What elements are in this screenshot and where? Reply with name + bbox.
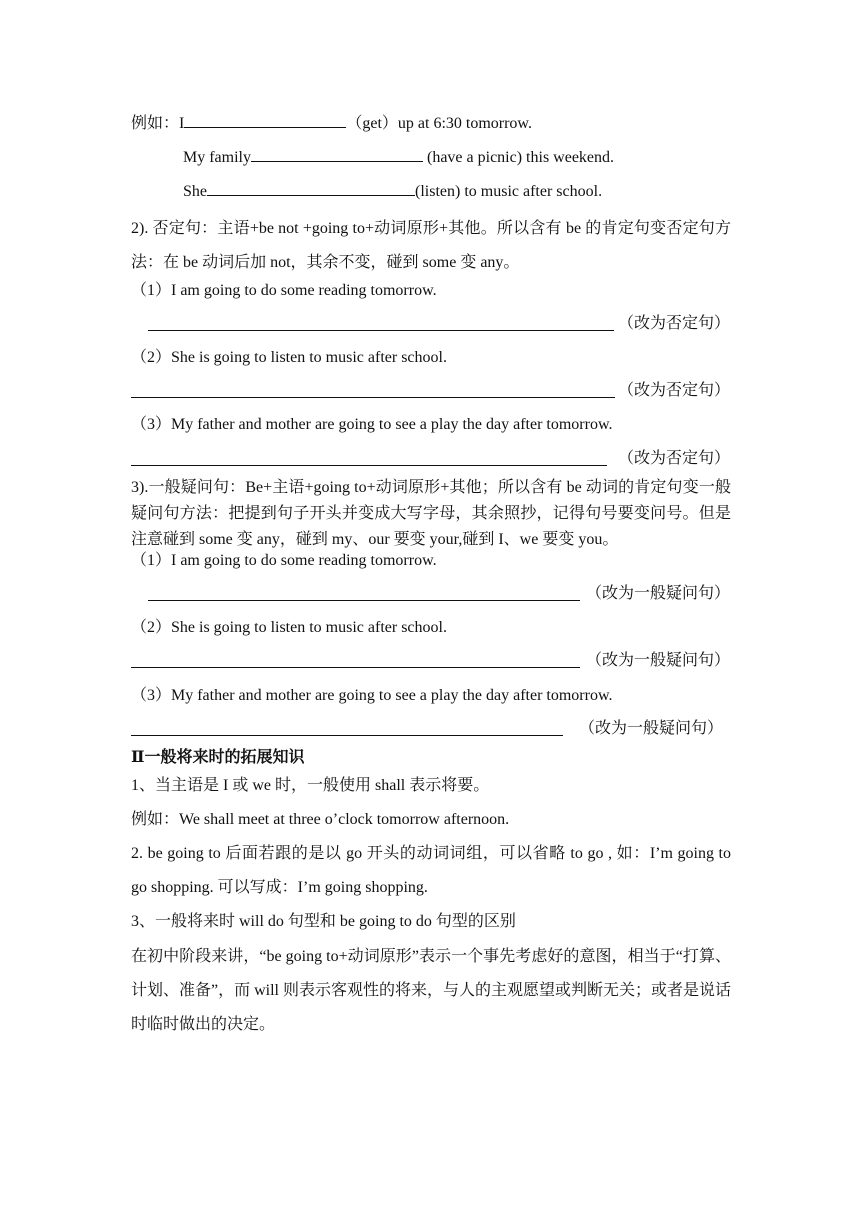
question-q3: （3）My father and mother are going to see a play the day after tomorrow.	[131, 687, 613, 704]
extension-point-1: 1、当主语是 I 或 we 时，一般使用 shall 表示将要。	[131, 777, 490, 794]
example-1-rest: （get）up at 6:30 tomorrow.	[346, 115, 532, 132]
negative-q2: （2）She is going to listen to music after school.	[131, 349, 447, 366]
question-answer-row-2	[131, 651, 730, 671]
example-1-subject: I	[179, 115, 185, 132]
question-q1: （1）I am going to do some reading tomorrow.	[131, 552, 437, 569]
answer-line[interactable]	[131, 667, 580, 668]
example-line-1	[131, 112, 532, 134]
section-heading: Ⅱ一般将来时的拓展知识	[131, 749, 305, 766]
extension-point-1-example: 例如：We shall meet at three o’clock tomorrow afternoon.	[131, 811, 510, 828]
answer-line[interactable]	[131, 465, 607, 466]
extension-point-3: 3、一般将来时 will do 句型和 be going to do 句型的区别	[131, 913, 516, 930]
negative-q3: （3）My father and mother are going to see a play the day after tomorrow.	[131, 416, 613, 433]
answer-blank[interactable]	[207, 180, 415, 196]
example-line-3	[183, 180, 602, 202]
example-3-subject: She	[183, 183, 207, 200]
negative-q1: （1）I am going to do some reading tomorrow.	[131, 282, 437, 299]
answer-blank[interactable]	[184, 112, 346, 128]
answer-line[interactable]	[131, 735, 563, 736]
extension-point-4: 在初中阶段来讲，“be going to+动词原形”表示一个事先考虑好的意图，相当于“打算、计划、准备”，而 will 则表示客观性的将来，与人的主观愿望或判断无关；或者是说话时临时做出的决定。	[131, 948, 731, 1033]
negative-rule: 2). 否定句：主语+be not +going to+动词原形+其他。所以含有 be 的肯定句变否定句方法：在 be 动词后加 not，其余不变，碰到 some 变 any。	[131, 220, 731, 271]
example-3-rest: (listen) to music after school.	[415, 183, 603, 200]
question-rule: 3).一般疑问句：Be+主语+going to+动词原形+其他；所以含有 be 动词的肯定句变一般疑问句方法：把提到句子开头并变成大写字母，其余照抄，记得句号要变问号。但是注意碰到 some 变 any，碰到 my、our 要变 your,碰到 I、we 要变 you。	[131, 479, 731, 548]
question-answer-row-1	[148, 584, 730, 604]
question-q2: （2）She is going to listen to music after school.	[131, 619, 447, 636]
answer-line[interactable]	[148, 600, 580, 601]
negative-answer-row-3	[131, 449, 730, 469]
answer-line[interactable]	[148, 330, 614, 331]
negative-note: （改为否定句）	[617, 450, 730, 467]
example-2-rest: (have a picnic) this weekend.	[423, 149, 615, 166]
negative-answer-row-1	[148, 314, 730, 334]
negative-answer-row-2	[131, 381, 730, 401]
negative-note: （改为否定句）	[617, 315, 730, 332]
example-line-2	[183, 146, 614, 168]
negative-note: （改为否定句）	[617, 382, 730, 399]
example-lead: 例如：	[131, 115, 180, 132]
question-note: （改为一般疑问句）	[585, 585, 730, 602]
extension-point-2: 2. be going to 后面若跟的是以 go 开头的动词词组，可以省略 to go , 如：I’m going to go shopping. 可以写成：I’m going shopping.	[131, 845, 731, 896]
question-note: （改为一般疑问句）	[578, 720, 723, 737]
answer-line[interactable]	[131, 397, 615, 398]
question-answer-row-3	[131, 719, 723, 739]
question-note: （改为一般疑问句）	[585, 652, 730, 669]
example-2-subject: My family	[183, 149, 251, 166]
answer-blank[interactable]	[251, 146, 423, 162]
